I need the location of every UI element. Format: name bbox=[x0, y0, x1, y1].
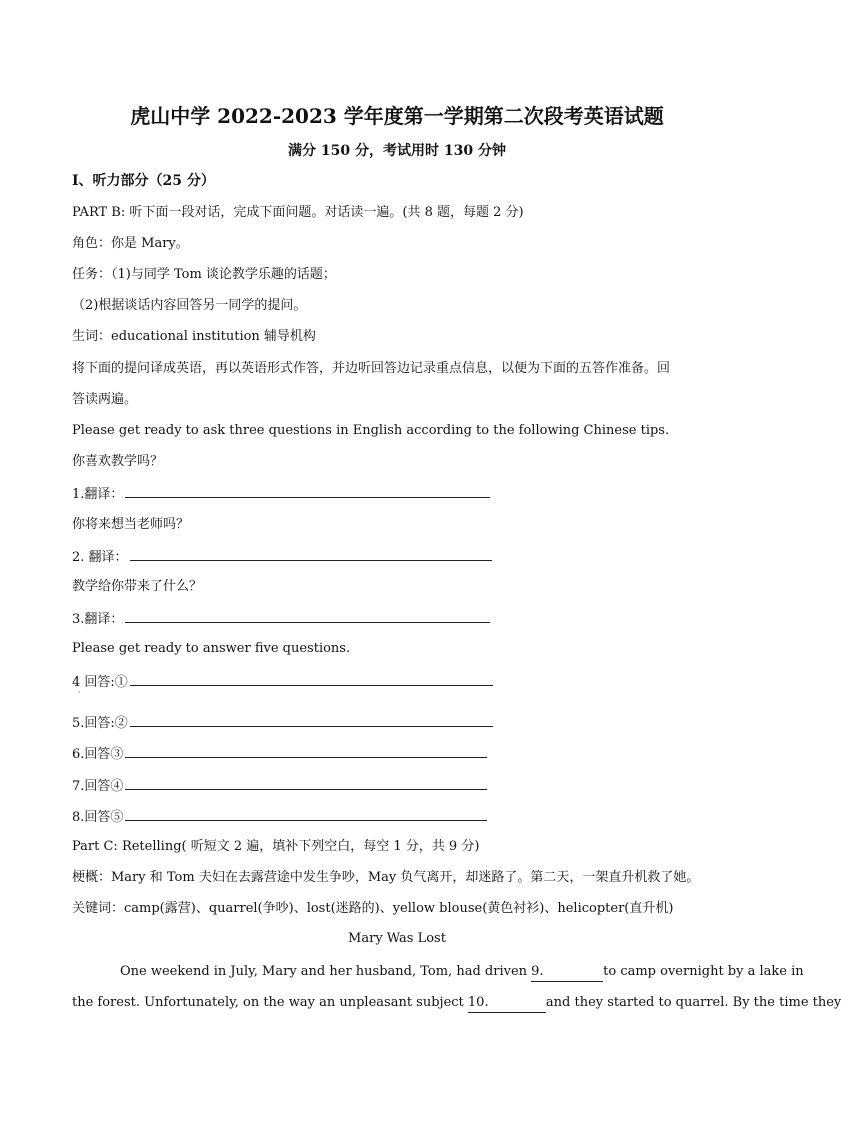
translate-3-label: 3.翻译： bbox=[72, 612, 124, 627]
answer-6-label: 6.回答③ bbox=[72, 747, 124, 762]
blank-9[interactable] bbox=[531, 963, 603, 982]
answer-5-row bbox=[72, 713, 493, 733]
part-c-instruction: Part C: Retelling( 听短文 2 遍，填补下列空白，每空 1 分，共 9 分) bbox=[72, 839, 480, 854]
answer-8-row bbox=[72, 807, 487, 827]
question-1-cn: 你喜欢教学吗？ bbox=[72, 454, 164, 469]
blank-10-number: 10. bbox=[467, 995, 489, 1010]
blank-10[interactable] bbox=[468, 994, 546, 1013]
translate-1-row bbox=[72, 484, 490, 504]
question-3-cn: 教学给你带来了什么？ bbox=[72, 579, 203, 594]
exam-title: 虎山中学 2022-2023 学年度第一学期第二次段考英语试题 bbox=[130, 104, 664, 128]
story-line-2-end: and they started to quarrel. By the time they bbox=[545, 995, 841, 1010]
story-line-2-start: the forest. Unfortunately, on the way an unpleasant subject bbox=[72, 995, 468, 1010]
translate-2-row bbox=[72, 547, 492, 567]
story-line-2 bbox=[72, 994, 841, 1013]
translate-2-blank[interactable] bbox=[130, 547, 492, 561]
task-1: 任务：（1)与同学 Tom 谈论教学乐趣的话题； bbox=[72, 267, 336, 282]
answer-4-label: 4 回答:① bbox=[72, 675, 128, 690]
stray-mark: · bbox=[78, 688, 81, 697]
instruction-line-1: 将下面的提问译成英语，再以英语形式作答，并边听回答边记录重点信息，以便为下面的五答作准备。回 bbox=[72, 361, 671, 376]
task-2: （2)根据谈话内容回答另一同学的提问。 bbox=[72, 298, 307, 313]
role-text: 角色：你是 Mary。 bbox=[72, 236, 189, 251]
answer-5-label: 5.回答:② bbox=[72, 716, 128, 731]
summary-text: 梗概：Mary 和 Tom 夫妇在去露营途中发生争吵，May 负气离开，却迷路了。第二天，一架直升机救了她。 bbox=[72, 870, 700, 885]
answer-7-row bbox=[72, 776, 487, 796]
story-line-1-start: One weekend in July, Mary and her husband, Tom, had driven bbox=[120, 964, 532, 979]
answer-5-blank[interactable] bbox=[130, 713, 493, 727]
ready-ask-text: Please get ready to ask three questions in English according to the following Chinese tips. bbox=[72, 423, 670, 438]
answer-6-row bbox=[72, 744, 487, 764]
answer-8-blank[interactable] bbox=[125, 807, 487, 821]
story-title: Mary Was Lost bbox=[348, 931, 446, 946]
question-2-cn: 你将来想当老师吗？ bbox=[72, 517, 190, 532]
translate-2-label: 2. 翻译： bbox=[72, 550, 128, 565]
translate-1-blank[interactable] bbox=[125, 484, 490, 498]
vocab-text: 生词：educational institution 辅导机构 bbox=[72, 329, 316, 344]
answer-7-label: 7.回答④ bbox=[72, 779, 124, 794]
answer-7-blank[interactable] bbox=[125, 776, 487, 790]
translate-3-row bbox=[72, 609, 490, 629]
story-line-1 bbox=[120, 963, 804, 982]
story-line-1-end: to camp overnight by a lake in bbox=[603, 964, 804, 979]
translate-1-label: 1.翻译： bbox=[72, 487, 124, 502]
answer-6-blank[interactable] bbox=[125, 744, 487, 758]
section-heading: I、听力部分（25 分） bbox=[72, 173, 215, 189]
exam-subtitle: 满分 150 分，考试用时 130 分钟 bbox=[288, 143, 506, 159]
instruction-line-2: 答读两遍。 bbox=[72, 392, 138, 407]
answer-4-blank[interactable] bbox=[130, 672, 493, 686]
answer-4-row bbox=[72, 672, 493, 692]
ready-answer-text: Please get ready to answer five questions. bbox=[72, 641, 351, 656]
keywords-text: 关键词：camp(露营)、quarrel(争吵)、lost(迷路的)、yellow blouse(黄色衬衫)、helicopter(直升机) bbox=[72, 901, 674, 916]
translate-3-blank[interactable] bbox=[125, 609, 490, 623]
answer-8-label: 8.回答⑤ bbox=[72, 810, 124, 825]
blank-9-number: 9. bbox=[531, 964, 544, 979]
part-b-instruction: PART B: 听下面一段对话，完成下面问题。对话读一遍。(共 8 题，每题 2 分) bbox=[72, 205, 524, 220]
